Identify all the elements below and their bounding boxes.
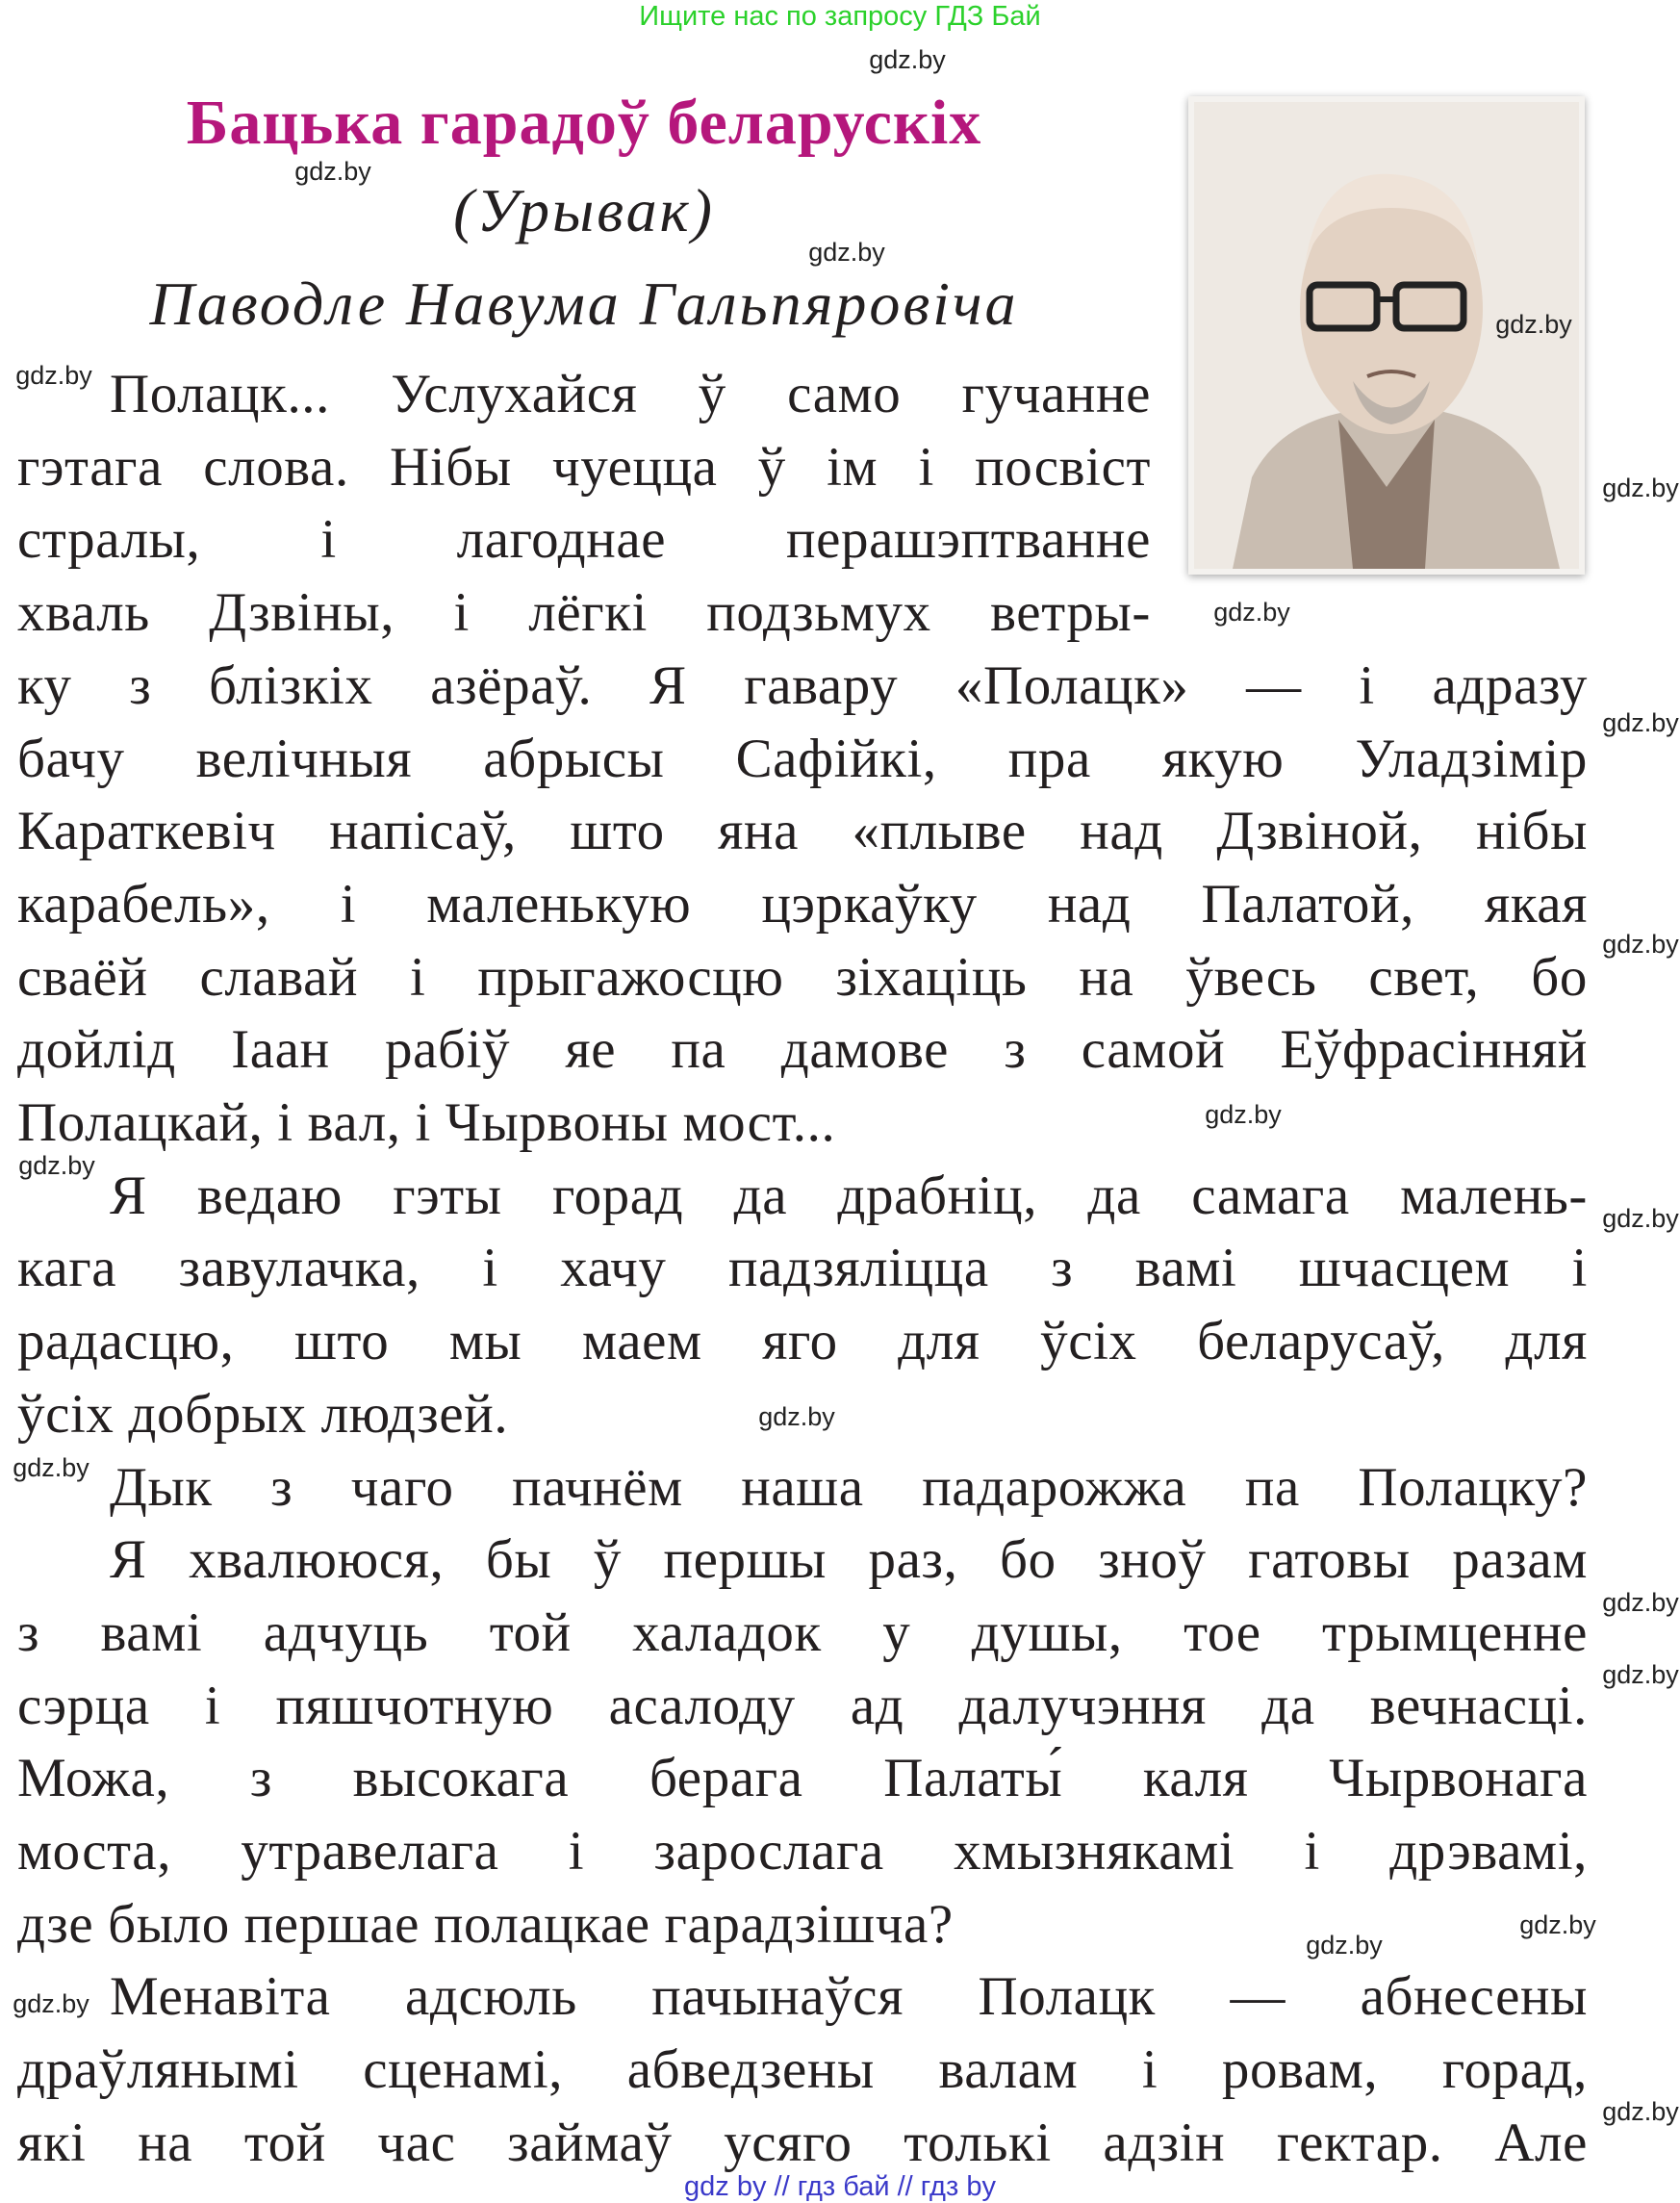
watermark-text: gdz.by bbox=[1205, 1100, 1282, 1129]
watermark-text: gdz.by bbox=[1602, 1204, 1679, 1233]
text-line: стралы, і лагоднае перашэптванне bbox=[17, 509, 1151, 571]
text-line: Дык з чаго пачнём наша падарожжа па Полацку? bbox=[110, 1456, 1588, 1518]
watermark-text: gdz.by bbox=[294, 157, 371, 186]
text-line: Полацкай, і вал, і Чырвоны мост... bbox=[17, 1092, 836, 1153]
text-line: Я хвалююся, бы ў першы раз, бо зноў гатовы разам bbox=[110, 1529, 1588, 1591]
watermark-text: gdz.by bbox=[1306, 1931, 1383, 1960]
text-line: сэрца і пяшчотную асалоду ад далучэння да вечнасці. bbox=[17, 1675, 1588, 1736]
watermark-text: gdz.by bbox=[1602, 708, 1679, 737]
watermark-text: gdz.by bbox=[1495, 310, 1572, 339]
author-line: Паводле Навума Гальпяровіча bbox=[149, 269, 1019, 338]
text-line: моста, утравелага і зарослага хмызнякамі і дрэвамі, bbox=[17, 1821, 1588, 1882]
text-line: Я ведаю гэты горад да драбніц, да самага малень- bbox=[110, 1165, 1588, 1226]
watermark-text: gdz.by bbox=[1213, 598, 1290, 627]
text-line: Полацк... Услухайся ў само гучанне bbox=[110, 364, 1151, 424]
text-line: Менавіта адсюль пачынаўся Полацк — абнесены bbox=[110, 1966, 1588, 2028]
text-line: Можа, з высокага берага Палаты́ каля Чырвонага bbox=[17, 1748, 1588, 1809]
footer-watermark: gdz by // гдз бай // гдз by bbox=[684, 2171, 996, 2202]
text-line: Караткевіч напісаў, што яна «плыве над Дзвіной, нібы bbox=[17, 801, 1588, 862]
text-line: дойлід Іаан рабіў яе па дамове з самой Еўфрасінняй bbox=[17, 1019, 1588, 1081]
text-line: хваль Дзвіны, і лёгкі подзьмух ветры- bbox=[17, 582, 1151, 644]
text-line: драўлянымі сценамі, абведзены валам і ровам, горад, bbox=[17, 2039, 1588, 2101]
watermark-text: gdz.by bbox=[13, 1989, 89, 2018]
watermark-text: gdz.by bbox=[808, 238, 885, 267]
watermark-text: gdz.by bbox=[15, 361, 92, 390]
watermark-text: gdz.by bbox=[1602, 2097, 1679, 2126]
search-hint-banner: Ищите нас по запросу ГДЗ Бай bbox=[639, 1, 1041, 32]
watermark-text: gdz.by bbox=[1602, 474, 1679, 502]
watermark-text: gdz.by bbox=[869, 45, 946, 74]
text-line: радасцю, што мы маем яго для ўсіх беларусаў, для bbox=[17, 1311, 1588, 1372]
text-line: бачу велічныя абрысы Сафійкі, пра якую Уладзімір bbox=[17, 728, 1588, 789]
subtitle: (Урывак) bbox=[453, 176, 715, 244]
watermark-text: gdz.by bbox=[758, 1402, 835, 1431]
text-line: гэтага слова. Нібы чуецца ў ім і посвіст bbox=[17, 436, 1151, 498]
watermark-text: gdz.by bbox=[18, 1151, 95, 1180]
text-line: ўсіх добрых людзей. bbox=[17, 1383, 509, 1445]
text-line: ку з блізкіх азёраў. Я гавару «Полацк» — і адразу bbox=[17, 654, 1588, 716]
watermark-text: gdz.by bbox=[13, 1453, 89, 1482]
text-line: з вамі адчуць той халадок у душы, тое трымценне bbox=[17, 1601, 1588, 1663]
page-title: Бацька гарадоў беларускіх bbox=[186, 88, 982, 158]
text-line: які на той час займаў усяго толькі адзін гектар. Але bbox=[17, 2112, 1588, 2173]
watermark-text: gdz.by bbox=[1519, 1910, 1596, 1939]
watermark-text: gdz.by bbox=[1602, 1660, 1679, 1689]
text-line: сваёй славай і прыгажосцю зіхаціць на ўвесь свет, бо bbox=[17, 946, 1588, 1008]
text-line: карабель», і маленькую цэркаўку над Палатой, якая bbox=[17, 873, 1588, 935]
watermark-text: gdz.by bbox=[1602, 1588, 1679, 1617]
watermark-text: gdz.by bbox=[1602, 930, 1679, 959]
text-line: дзе было першае полацкае гарадзішча? bbox=[17, 1893, 954, 1955]
text-line: кага завулачка, і хачу падзяліцца з вамі шчасцем і bbox=[17, 1238, 1588, 1299]
